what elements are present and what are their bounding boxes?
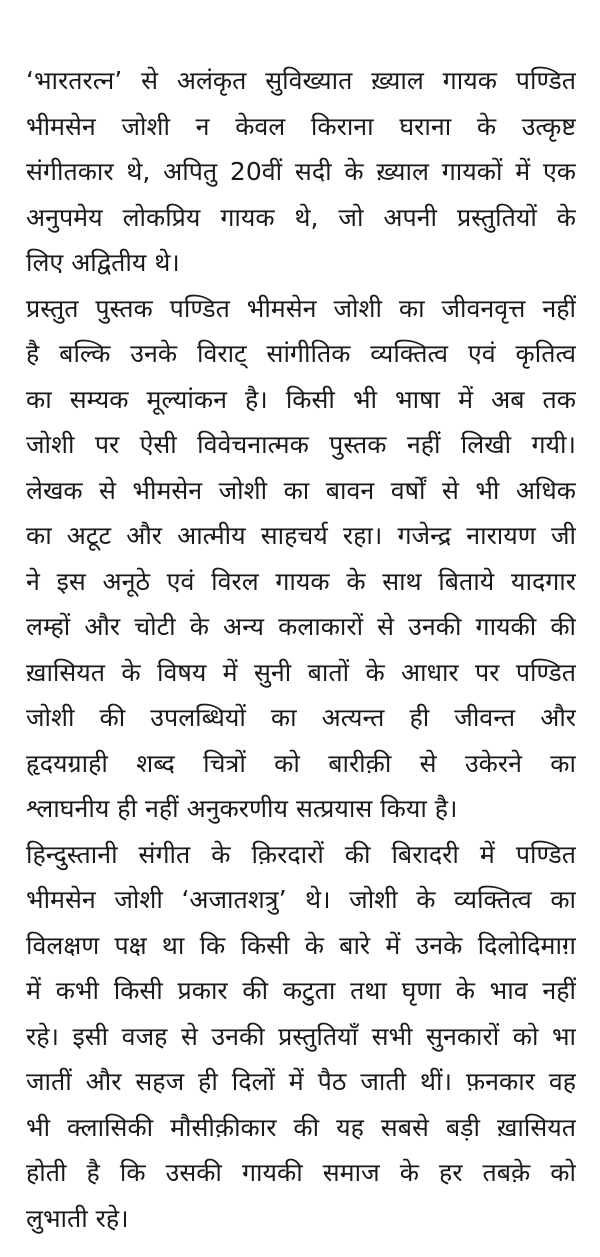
text-line: लुभाती रहे।	[26, 1203, 129, 1233]
text-line: श्लाघनीय ही नहीं अनुकरणीय सत्प्रयास किया है।	[26, 794, 458, 823]
text-line: लिए अद्वितीय थे।	[26, 248, 180, 277]
text-line: में कभी किसी प्रकार की कटुता तथा घृणा के भाव नहीं	[26, 976, 576, 1005]
paragraph-1	[26, 58, 576, 286]
text-line: ख़ासियत के विषय में सुनी बातों के आधार पर पण्डित	[26, 657, 576, 687]
text-line: विलक्षण पक्ष था कि किसी के बारे में उनके दिलोदिमाग़	[26, 930, 576, 960]
text-line: प्रस्तुत पुस्तक पण्डित भीमसेन जोशी का जीवनवृत्त नहीं	[26, 293, 576, 323]
text-line: हिन्दुस्तानी संगीत के क़िरदारों की बिरादरी में पण्डित	[26, 839, 576, 869]
text-line: भीमसेन जोशी न केवल किराना घराना के उत्कृष्ट	[26, 111, 576, 141]
paragraph-3	[26, 832, 576, 1242]
text-line: भीमसेन जोशी ‘अजातशत्रु’ थे। जोशी के व्यक्तित्व का	[26, 885, 576, 914]
text-line: का अटूट और आत्मीय साहचर्य रहा। गजेन्द्र नारायण जी	[26, 521, 576, 550]
text-line: संगीतकार थे, अपितु 20वीं सदी के ख़्याल गायकों में एक	[26, 157, 576, 186]
text-line: लेखक से भीमसेन जोशी का बावन वर्षों से भी अधिक	[26, 475, 576, 505]
text-line: जोशी की उपलब्धियों का अत्यन्त ही जीवन्त और	[26, 703, 576, 732]
text-line: ने इस अनूठे एवं विरल गायक के साथ बिताये यादगार	[26, 566, 576, 596]
text-line: का सम्यक मूल्यांकन है। किसी भी भाषा में अब तक	[26, 384, 576, 414]
text-line: है बल्कि उनके विराट् सांगीतिक व्यक्तित्व एवं कृतित्व	[26, 339, 576, 368]
text-line: अनुपमेय लोकप्रिय गायक थे, जो अपनी प्रस्तुतियों के	[26, 202, 576, 232]
paragraph-2	[26, 286, 576, 832]
text-line: हृदयग्राही शब्द चित्रों को बारीक़ी से उकेरने का	[26, 748, 576, 778]
text-line: रहे। इसी वजह से उनकी प्रस्तुतियाँ सभी सुनकारों को भा	[26, 1021, 576, 1051]
text-line: भी क्लासिकी मौसीक़ीकार की यह सबसे बड़ी ख़ासियत	[26, 1112, 576, 1142]
text-line: होती है कि उसकी गायकी समाज के हर तबक़े को	[26, 1158, 576, 1187]
text-line: लम्हों और चोटी के अन्य कलाकारों से उनकी गायकी की	[26, 612, 576, 641]
text-line: जातीं और सहज ही दिलों में पैठ जाती थीं। फ़नकार वह	[26, 1067, 576, 1096]
text-line: ‘भारतरत्न’ से अलंकृत सुविख्यात ख़्याल गायक पण्डित	[26, 66, 576, 95]
text-line: जोशी पर ऐसी विवेचनात्मक पुस्तक नहीं लिखी गयी।	[26, 430, 576, 459]
